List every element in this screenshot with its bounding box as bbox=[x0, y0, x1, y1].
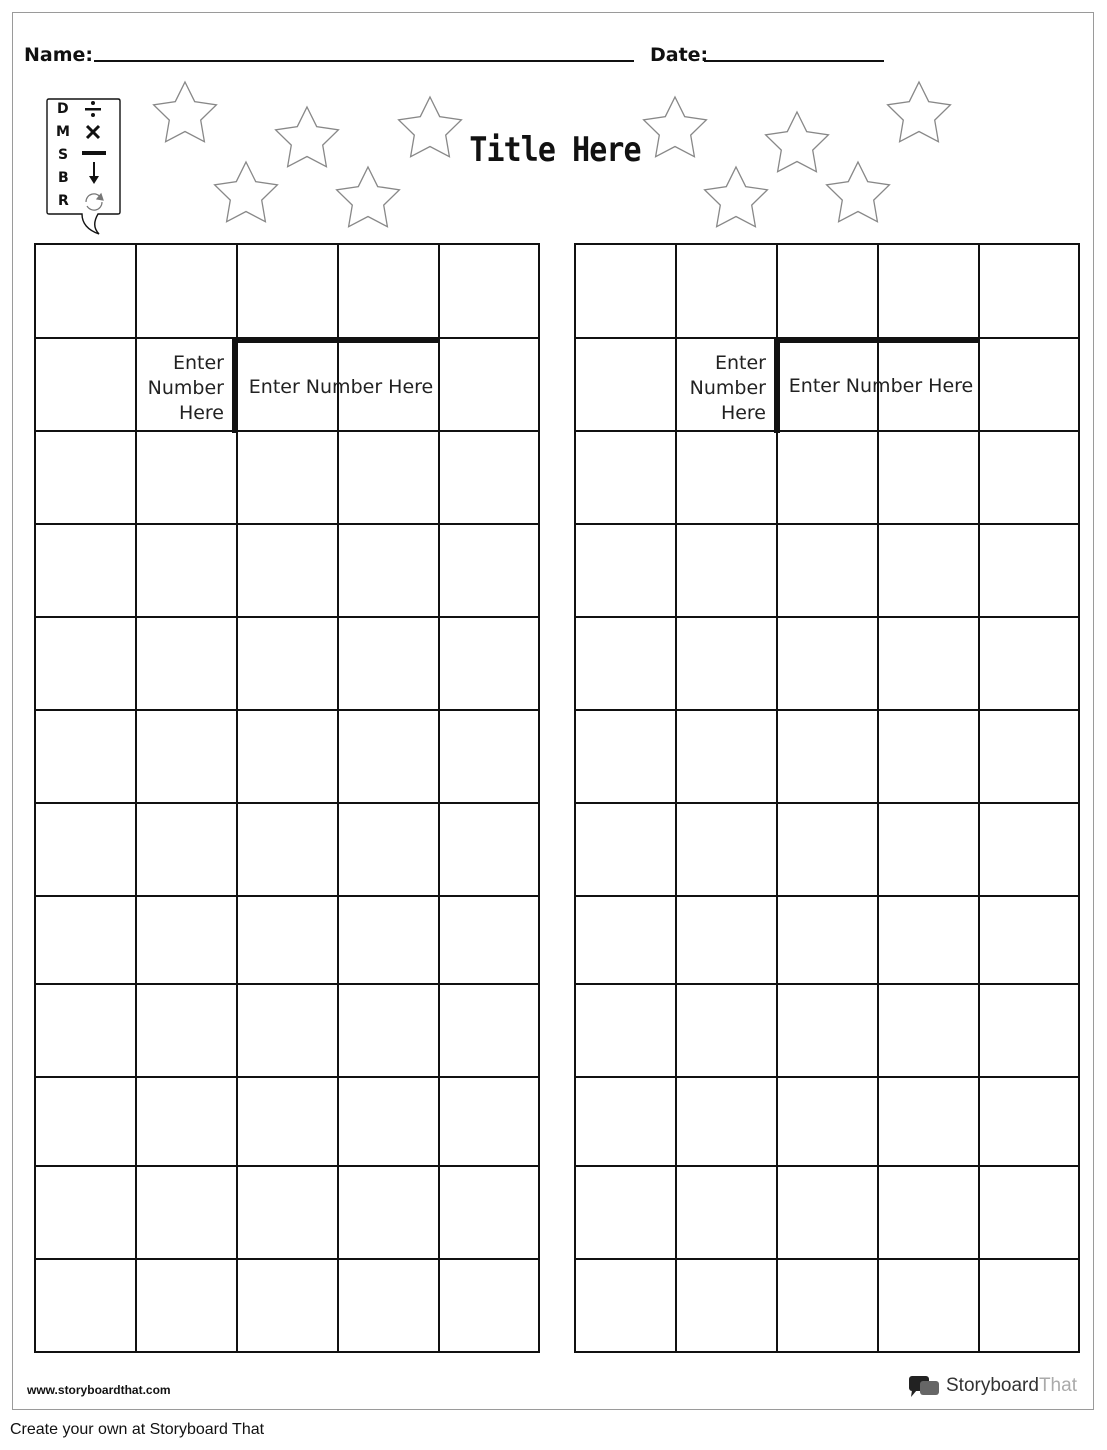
division-bracket-side bbox=[232, 337, 238, 433]
dividend-text[interactable]: Enter Number Here bbox=[248, 376, 434, 398]
dmsbr-letter-s: S bbox=[58, 147, 69, 163]
division-bracket-top bbox=[234, 337, 440, 343]
stars-decoration bbox=[0, 0, 1107, 240]
division-grid-left[interactable] bbox=[34, 243, 540, 1353]
date-label: Date: bbox=[650, 44, 709, 66]
storyboardthat-logo bbox=[908, 1372, 1077, 1400]
star-icon bbox=[337, 167, 400, 227]
dmsbr-letter-b: B bbox=[58, 170, 69, 186]
brand-main: Storyboard bbox=[946, 1375, 1039, 1396]
name-label: Name: bbox=[24, 44, 94, 66]
divisor-text[interactable]: Enter Number Here bbox=[147, 352, 224, 424]
dmsbr-letter-d: D bbox=[57, 101, 69, 117]
division-grid-right[interactable] bbox=[574, 243, 1080, 1353]
star-icon bbox=[888, 82, 951, 142]
star-icon bbox=[399, 97, 462, 157]
star-icon bbox=[827, 162, 890, 222]
star-icon bbox=[644, 97, 707, 157]
divisor-text[interactable]: Enter Number Here bbox=[689, 352, 766, 424]
dividend-text[interactable]: Enter Number Here bbox=[788, 375, 974, 397]
star-icon bbox=[276, 107, 339, 167]
star-icon bbox=[154, 82, 217, 142]
footer-url: www.storyboardthat.com bbox=[27, 1383, 171, 1397]
division-bracket-side bbox=[774, 337, 780, 433]
create-your-own-caption: Create your own at Storyboard That bbox=[10, 1421, 265, 1438]
division-bracket-top bbox=[774, 337, 980, 343]
star-icon bbox=[705, 167, 768, 227]
dmsbr-letter-r: R bbox=[58, 193, 69, 209]
star-icon bbox=[215, 162, 278, 222]
page-title[interactable]: Title Here bbox=[469, 130, 641, 170]
star-icon bbox=[766, 112, 829, 172]
dmsbr-letter-m: M bbox=[56, 124, 70, 140]
speech-bubbles-logo-icon bbox=[908, 1374, 940, 1398]
brand-light: That bbox=[1038, 1375, 1077, 1396]
